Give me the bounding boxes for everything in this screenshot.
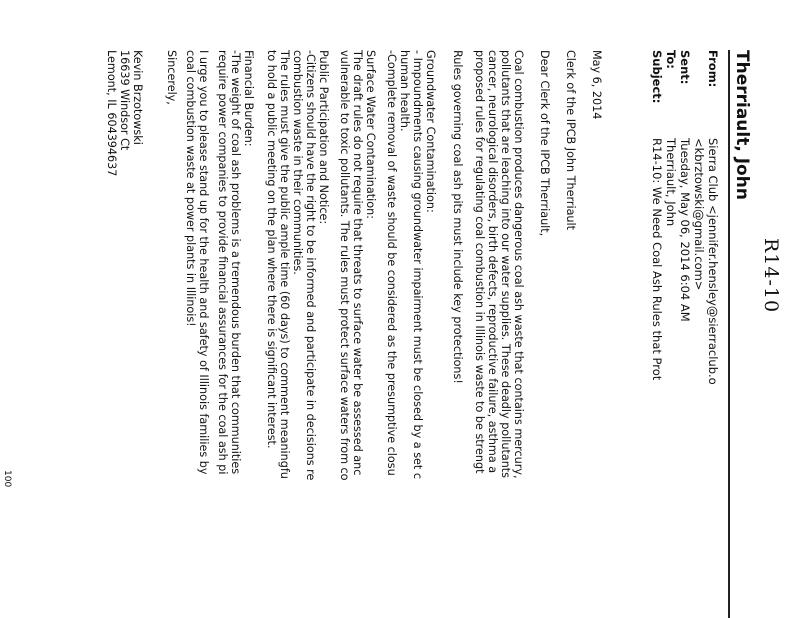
docket-stamp: R14-10: [760, 238, 782, 314]
signature-name: Kevin Brzotowski: [131, 50, 144, 145]
section-heading: Groundwater Contamination:: [424, 50, 437, 213]
from-email-value: <kbrztowski@gmail.com>: [692, 138, 706, 291]
rules-intro: Rules governing coal ash pits must include key protections!: [451, 50, 464, 384]
to-label: To:: [664, 50, 678, 69]
signature-street: 16639 Windsor Ct: [118, 50, 131, 151]
date-line: May 6, 2014: [590, 50, 603, 120]
section-line: vulnerable to toxic pollutants. The rules must protect surface waters from co: [338, 50, 351, 481]
to-value: Therriault, John: [664, 138, 678, 227]
paragraph-line: I urge you to please stand up for the health and safety of Illinois families by: [197, 50, 210, 475]
paragraph-line: cancer, neurological disorders, birth defects, reproductive failure, asthma a: [486, 50, 499, 474]
section-line: The rules must give the public ample time (60 days) to comment meaningfu: [278, 50, 291, 479]
section-heading: Public Participation and Notice:: [317, 50, 330, 225]
from-value: Sierra Club <jennifer.hensley@sierraclub.o: [706, 138, 720, 385]
sent-label: Sent:: [678, 50, 692, 85]
from-label: From:: [706, 50, 720, 88]
section-line: -Complete removal of waste should be considered as the presumptive closu: [385, 50, 398, 476]
sent-value: Tuesday, May 06, 2014 6:04 AM: [678, 138, 692, 322]
section-line: to hold a public meeting on the plan where there is significant interest.: [265, 50, 278, 449]
section-public-participation: [265, 50, 330, 480]
recipient-line: Clerk of the IPCB John Therriault: [564, 50, 577, 231]
section-heading: Financial Burden:: [242, 50, 255, 147]
paragraph-line: pollutants that are leaching into our water supplies. These deadly pollutants: [499, 50, 512, 478]
page-number: 100: [2, 470, 12, 488]
header-rule: [728, 50, 730, 618]
section-financial: [216, 50, 255, 474]
section-groundwater: [385, 50, 437, 479]
paragraph-line: proposed rules for regulating coal combustion in Illinois waste to be strengt: [473, 50, 486, 474]
signoff: Sincerely,: [165, 50, 178, 105]
sender-name-heading: Therriault, John: [732, 50, 752, 200]
section-line: require power companies to provide financial assurances for the coal ash pi: [216, 50, 229, 475]
section-line: -Citizens should have the right to be informed and participate in decisions re: [304, 50, 317, 481]
subject-label: Subject:: [650, 50, 664, 104]
section-heading: Surface Water Contamination:: [364, 50, 377, 219]
section-line: -The weight of coal ash problems is a tremendous burden that communities: [229, 50, 242, 475]
signature-block: [105, 50, 144, 176]
section-line: The draft rules do not require that threats to surface water be assessed anc: [351, 50, 364, 476]
signature-city: Lemont, IL 604394637: [105, 50, 118, 177]
section-surface-water: [338, 50, 377, 481]
paragraph-line: coal combustion waste at power plants in Illinois!: [184, 50, 197, 327]
section-line: - Impoundments causing groundwater impairment must be closed by a set c: [411, 50, 424, 480]
subject-value: R14-10: We Need Coal Ash Rules that Prot: [650, 138, 664, 381]
section-line: combustion waste in their communities.: [291, 50, 304, 275]
paragraph-line: Coal combustion produces dangerous coal ash waste that contains mercury,: [512, 50, 525, 479]
salutation: Dear Clerk of the IPCB Therriault,: [538, 50, 551, 237]
paragraph-coal-combustion: [473, 50, 525, 479]
section-line: human health.: [398, 50, 411, 132]
closing-paragraph: [184, 50, 210, 474]
